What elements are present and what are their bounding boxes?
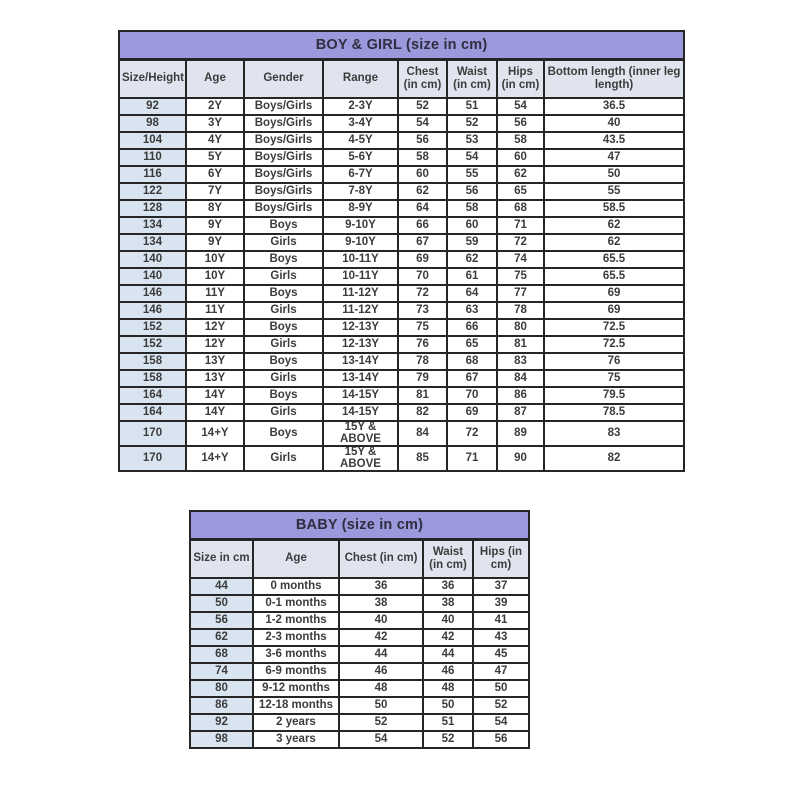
data-cell: 2-3 months (253, 629, 339, 646)
data-cell: 84 (398, 421, 447, 446)
data-cell: 65 (497, 183, 544, 200)
size-cell: 128 (119, 200, 186, 217)
data-cell: 76 (544, 353, 684, 370)
data-cell: 7-8Y (323, 183, 398, 200)
table-title: BOY & GIRL (size in cm) (119, 31, 684, 60)
data-cell: 0 months (253, 578, 339, 595)
data-cell: 3 years (253, 731, 339, 748)
data-cell: 78 (398, 353, 447, 370)
data-cell: Boys (244, 251, 323, 268)
data-cell: 37 (473, 578, 529, 595)
data-cell: 62 (544, 234, 684, 251)
data-cell: 36 (339, 578, 423, 595)
data-cell: 83 (544, 421, 684, 446)
table-row (190, 578, 529, 595)
data-cell: Boys/Girls (244, 166, 323, 183)
size-cell: 92 (190, 714, 253, 731)
size-cell: 98 (190, 731, 253, 748)
data-cell: 5Y (186, 149, 244, 166)
data-cell: 55 (544, 183, 684, 200)
column-header: Age (253, 540, 339, 579)
data-cell: 12-13Y (323, 336, 398, 353)
data-cell: 56 (398, 132, 447, 149)
data-cell: 12-13Y (323, 319, 398, 336)
data-cell: 44 (423, 646, 473, 663)
data-cell: 75 (497, 268, 544, 285)
data-cell: 75 (544, 370, 684, 387)
table-row (119, 98, 684, 115)
data-cell: 90 (497, 446, 544, 471)
data-cell: 70 (398, 268, 447, 285)
table-row (119, 336, 684, 353)
size-cell: 158 (119, 353, 186, 370)
data-cell: Boys/Girls (244, 200, 323, 217)
data-cell: 6-9 months (253, 663, 339, 680)
data-cell: 0-1 months (253, 595, 339, 612)
header-row (190, 540, 529, 579)
table-row (119, 200, 684, 217)
data-cell: 13Y (186, 353, 244, 370)
data-cell: Boys (244, 387, 323, 404)
data-cell: 41 (473, 612, 529, 629)
data-cell: 65.5 (544, 251, 684, 268)
data-cell: 60 (497, 149, 544, 166)
data-cell: 6Y (186, 166, 244, 183)
data-cell: 52 (339, 714, 423, 731)
data-cell: 69 (544, 302, 684, 319)
data-cell: Girls (244, 370, 323, 387)
data-cell: 69 (398, 251, 447, 268)
boy-girl-size-table (118, 30, 685, 472)
data-cell: Girls (244, 268, 323, 285)
data-cell: 2 years (253, 714, 339, 731)
data-cell: 15Y & ABOVE (323, 446, 398, 471)
size-cell: 140 (119, 251, 186, 268)
table-title: BABY (size in cm) (190, 511, 529, 540)
data-cell: 80 (497, 319, 544, 336)
column-header: Chest (in cm) (398, 60, 447, 99)
data-cell: 81 (398, 387, 447, 404)
table-row (190, 629, 529, 646)
size-cell: 122 (119, 183, 186, 200)
data-cell: 64 (398, 200, 447, 217)
size-cell: 44 (190, 578, 253, 595)
column-header: Hips (in cm) (497, 60, 544, 99)
data-cell: 59 (447, 234, 497, 251)
data-cell: Boys/Girls (244, 115, 323, 132)
size-cell: 98 (119, 115, 186, 132)
data-cell: 56 (497, 115, 544, 132)
data-cell: 9-10Y (323, 234, 398, 251)
data-cell: 72.5 (544, 336, 684, 353)
data-cell: 77 (497, 285, 544, 302)
data-cell: 69 (544, 285, 684, 302)
table-row (190, 731, 529, 748)
column-header: Waist (in cm) (447, 60, 497, 99)
table-row (119, 404, 684, 421)
data-cell: 71 (497, 217, 544, 234)
table-title-row (190, 511, 529, 540)
data-cell: 87 (497, 404, 544, 421)
data-cell: Girls (244, 302, 323, 319)
data-cell: 4-5Y (323, 132, 398, 149)
data-cell: 76 (398, 336, 447, 353)
data-cell: 13Y (186, 370, 244, 387)
data-cell: 58.5 (544, 200, 684, 217)
data-cell: 14+Y (186, 421, 244, 446)
header-row (119, 60, 684, 99)
data-cell: 84 (497, 370, 544, 387)
data-cell: 56 (473, 731, 529, 748)
data-cell: 51 (447, 98, 497, 115)
data-cell: 50 (423, 697, 473, 714)
data-cell: 60 (398, 166, 447, 183)
data-cell: 9-12 months (253, 680, 339, 697)
data-cell: 11Y (186, 285, 244, 302)
data-cell: 15Y & ABOVE (323, 421, 398, 446)
data-cell: 70 (447, 387, 497, 404)
data-cell: 72 (398, 285, 447, 302)
data-cell: 71 (447, 446, 497, 471)
data-cell: 11Y (186, 302, 244, 319)
column-header: Chest (in cm) (339, 540, 423, 579)
data-cell: 47 (473, 663, 529, 680)
table-row (190, 714, 529, 731)
column-header: Hips (in cm) (473, 540, 529, 579)
size-cell: 50 (190, 595, 253, 612)
data-cell: 44 (339, 646, 423, 663)
table-row (119, 285, 684, 302)
data-cell: 7Y (186, 183, 244, 200)
data-cell: 40 (339, 612, 423, 629)
data-cell: 40 (423, 612, 473, 629)
data-cell: Girls (244, 404, 323, 421)
data-cell: 5-6Y (323, 149, 398, 166)
data-cell: 72 (497, 234, 544, 251)
data-cell: 52 (423, 731, 473, 748)
data-cell: 9Y (186, 217, 244, 234)
data-cell: Boys (244, 353, 323, 370)
data-cell: 58 (447, 200, 497, 217)
data-cell: 61 (447, 268, 497, 285)
data-cell: 3Y (186, 115, 244, 132)
size-cell: 116 (119, 166, 186, 183)
data-cell: 67 (398, 234, 447, 251)
data-cell: 82 (544, 446, 684, 471)
data-cell: 64 (447, 285, 497, 302)
data-cell: 53 (447, 132, 497, 149)
data-cell: 11-12Y (323, 285, 398, 302)
size-cell: 134 (119, 234, 186, 251)
column-header: Bottom length (inner leg length) (544, 60, 684, 99)
table-row (119, 183, 684, 200)
size-cell: 158 (119, 370, 186, 387)
table-row (119, 166, 684, 183)
size-cell: 80 (190, 680, 253, 697)
data-cell: 68 (497, 200, 544, 217)
data-cell: 54 (398, 115, 447, 132)
data-cell: 43.5 (544, 132, 684, 149)
data-cell: 46 (339, 663, 423, 680)
data-cell: 85 (398, 446, 447, 471)
table-row (119, 387, 684, 404)
data-cell: 58 (497, 132, 544, 149)
column-header: Gender (244, 60, 323, 99)
size-cell: 104 (119, 132, 186, 149)
data-cell: 54 (339, 731, 423, 748)
data-cell: 54 (473, 714, 529, 731)
data-cell: 62 (497, 166, 544, 183)
data-cell: 50 (544, 166, 684, 183)
size-cell: 74 (190, 663, 253, 680)
data-cell: 40 (544, 115, 684, 132)
data-cell: 56 (447, 183, 497, 200)
data-cell: 86 (497, 387, 544, 404)
data-cell: Girls (244, 234, 323, 251)
data-cell: 13-14Y (323, 353, 398, 370)
table-row (119, 149, 684, 166)
table-row (119, 319, 684, 336)
data-cell: 48 (423, 680, 473, 697)
data-cell: 6-7Y (323, 166, 398, 183)
data-cell: 72.5 (544, 319, 684, 336)
size-cell: 62 (190, 629, 253, 646)
data-cell: 43 (473, 629, 529, 646)
table-row (190, 680, 529, 697)
data-cell: 1-2 months (253, 612, 339, 629)
data-cell: 12Y (186, 336, 244, 353)
data-cell: 52 (398, 98, 447, 115)
table-title-row (119, 31, 684, 60)
column-header: Age (186, 60, 244, 99)
table-row (119, 446, 684, 471)
size-cell: 170 (119, 446, 186, 471)
size-cell: 170 (119, 421, 186, 446)
size-cell: 86 (190, 697, 253, 714)
table-row (119, 234, 684, 251)
size-cell: 146 (119, 302, 186, 319)
data-cell: 3-6 months (253, 646, 339, 663)
data-cell: 74 (497, 251, 544, 268)
data-cell: 78 (497, 302, 544, 319)
data-cell: 10Y (186, 251, 244, 268)
table-row (119, 353, 684, 370)
data-cell: 10-11Y (323, 251, 398, 268)
size-cell: 110 (119, 149, 186, 166)
data-cell: 8Y (186, 200, 244, 217)
data-cell: 42 (339, 629, 423, 646)
data-cell: 9Y (186, 234, 244, 251)
size-cell: 146 (119, 285, 186, 302)
size-cell: 164 (119, 387, 186, 404)
data-cell: 79 (398, 370, 447, 387)
data-cell: 47 (544, 149, 684, 166)
data-cell: 36 (423, 578, 473, 595)
data-cell: 60 (447, 217, 497, 234)
table-row (119, 115, 684, 132)
size-cell: 152 (119, 336, 186, 353)
data-cell: Boys (244, 421, 323, 446)
table-row (190, 612, 529, 629)
data-cell: Girls (244, 446, 323, 471)
data-cell: 62 (544, 217, 684, 234)
data-cell: Boys (244, 217, 323, 234)
column-header: Size in cm (190, 540, 253, 579)
column-header: Waist (in cm) (423, 540, 473, 579)
data-cell: 54 (447, 149, 497, 166)
data-cell: 62 (398, 183, 447, 200)
data-cell: 68 (447, 353, 497, 370)
data-cell: 10Y (186, 268, 244, 285)
data-cell: 14+Y (186, 446, 244, 471)
size-cell: 56 (190, 612, 253, 629)
data-cell: 39 (473, 595, 529, 612)
size-cell: 164 (119, 404, 186, 421)
data-cell: 9-10Y (323, 217, 398, 234)
size-cell: 140 (119, 268, 186, 285)
data-cell: 54 (497, 98, 544, 115)
data-cell: Boys/Girls (244, 183, 323, 200)
data-cell: 73 (398, 302, 447, 319)
table-row (119, 217, 684, 234)
size-cell: 134 (119, 217, 186, 234)
data-cell: 51 (423, 714, 473, 731)
column-header: Size/Height (119, 60, 186, 99)
data-cell: 2Y (186, 98, 244, 115)
size-cell: 68 (190, 646, 253, 663)
data-cell: 62 (447, 251, 497, 268)
table-row (119, 132, 684, 149)
data-cell: 66 (398, 217, 447, 234)
size-cell: 152 (119, 319, 186, 336)
data-cell: 12Y (186, 319, 244, 336)
data-cell: 79.5 (544, 387, 684, 404)
size-cell: 92 (119, 98, 186, 115)
data-cell: 78.5 (544, 404, 684, 421)
data-cell: Boys (244, 285, 323, 302)
data-cell: 72 (447, 421, 497, 446)
table-row (119, 370, 684, 387)
data-cell: 42 (423, 629, 473, 646)
data-cell: 67 (447, 370, 497, 387)
data-cell: 65.5 (544, 268, 684, 285)
table-row (119, 251, 684, 268)
data-cell: 45 (473, 646, 529, 663)
table-row (190, 646, 529, 663)
data-cell: 63 (447, 302, 497, 319)
data-cell: Boys (244, 319, 323, 336)
data-cell: 55 (447, 166, 497, 183)
data-cell: Girls (244, 336, 323, 353)
data-cell: 36.5 (544, 98, 684, 115)
data-cell: 81 (497, 336, 544, 353)
table-row (190, 697, 529, 714)
baby-size-table (189, 510, 530, 749)
data-cell: 11-12Y (323, 302, 398, 319)
data-cell: 12-18 months (253, 697, 339, 714)
data-cell: 14Y (186, 404, 244, 421)
data-cell: 38 (339, 595, 423, 612)
data-cell: 13-14Y (323, 370, 398, 387)
data-cell: 66 (447, 319, 497, 336)
data-cell: 14-15Y (323, 387, 398, 404)
data-cell: 58 (398, 149, 447, 166)
data-cell: 52 (447, 115, 497, 132)
data-cell: 8-9Y (323, 200, 398, 217)
data-cell: 89 (497, 421, 544, 446)
table-row (190, 595, 529, 612)
data-cell: 83 (497, 353, 544, 370)
data-cell: 10-11Y (323, 268, 398, 285)
data-cell: 69 (447, 404, 497, 421)
data-cell: 14-15Y (323, 404, 398, 421)
data-cell: 65 (447, 336, 497, 353)
data-cell: 2-3Y (323, 98, 398, 115)
table-row (119, 268, 684, 285)
table-row (190, 663, 529, 680)
data-cell: Boys/Girls (244, 98, 323, 115)
data-cell: Boys/Girls (244, 132, 323, 149)
data-cell: 46 (423, 663, 473, 680)
table-row (119, 302, 684, 319)
column-header: Range (323, 60, 398, 99)
data-cell: 14Y (186, 387, 244, 404)
table-row (119, 421, 684, 446)
data-cell: 3-4Y (323, 115, 398, 132)
data-cell: Boys/Girls (244, 149, 323, 166)
data-cell: 48 (339, 680, 423, 697)
data-cell: 4Y (186, 132, 244, 149)
data-cell: 50 (473, 680, 529, 697)
data-cell: 50 (339, 697, 423, 714)
data-cell: 38 (423, 595, 473, 612)
data-cell: 52 (473, 697, 529, 714)
data-cell: 82 (398, 404, 447, 421)
data-cell: 75 (398, 319, 447, 336)
